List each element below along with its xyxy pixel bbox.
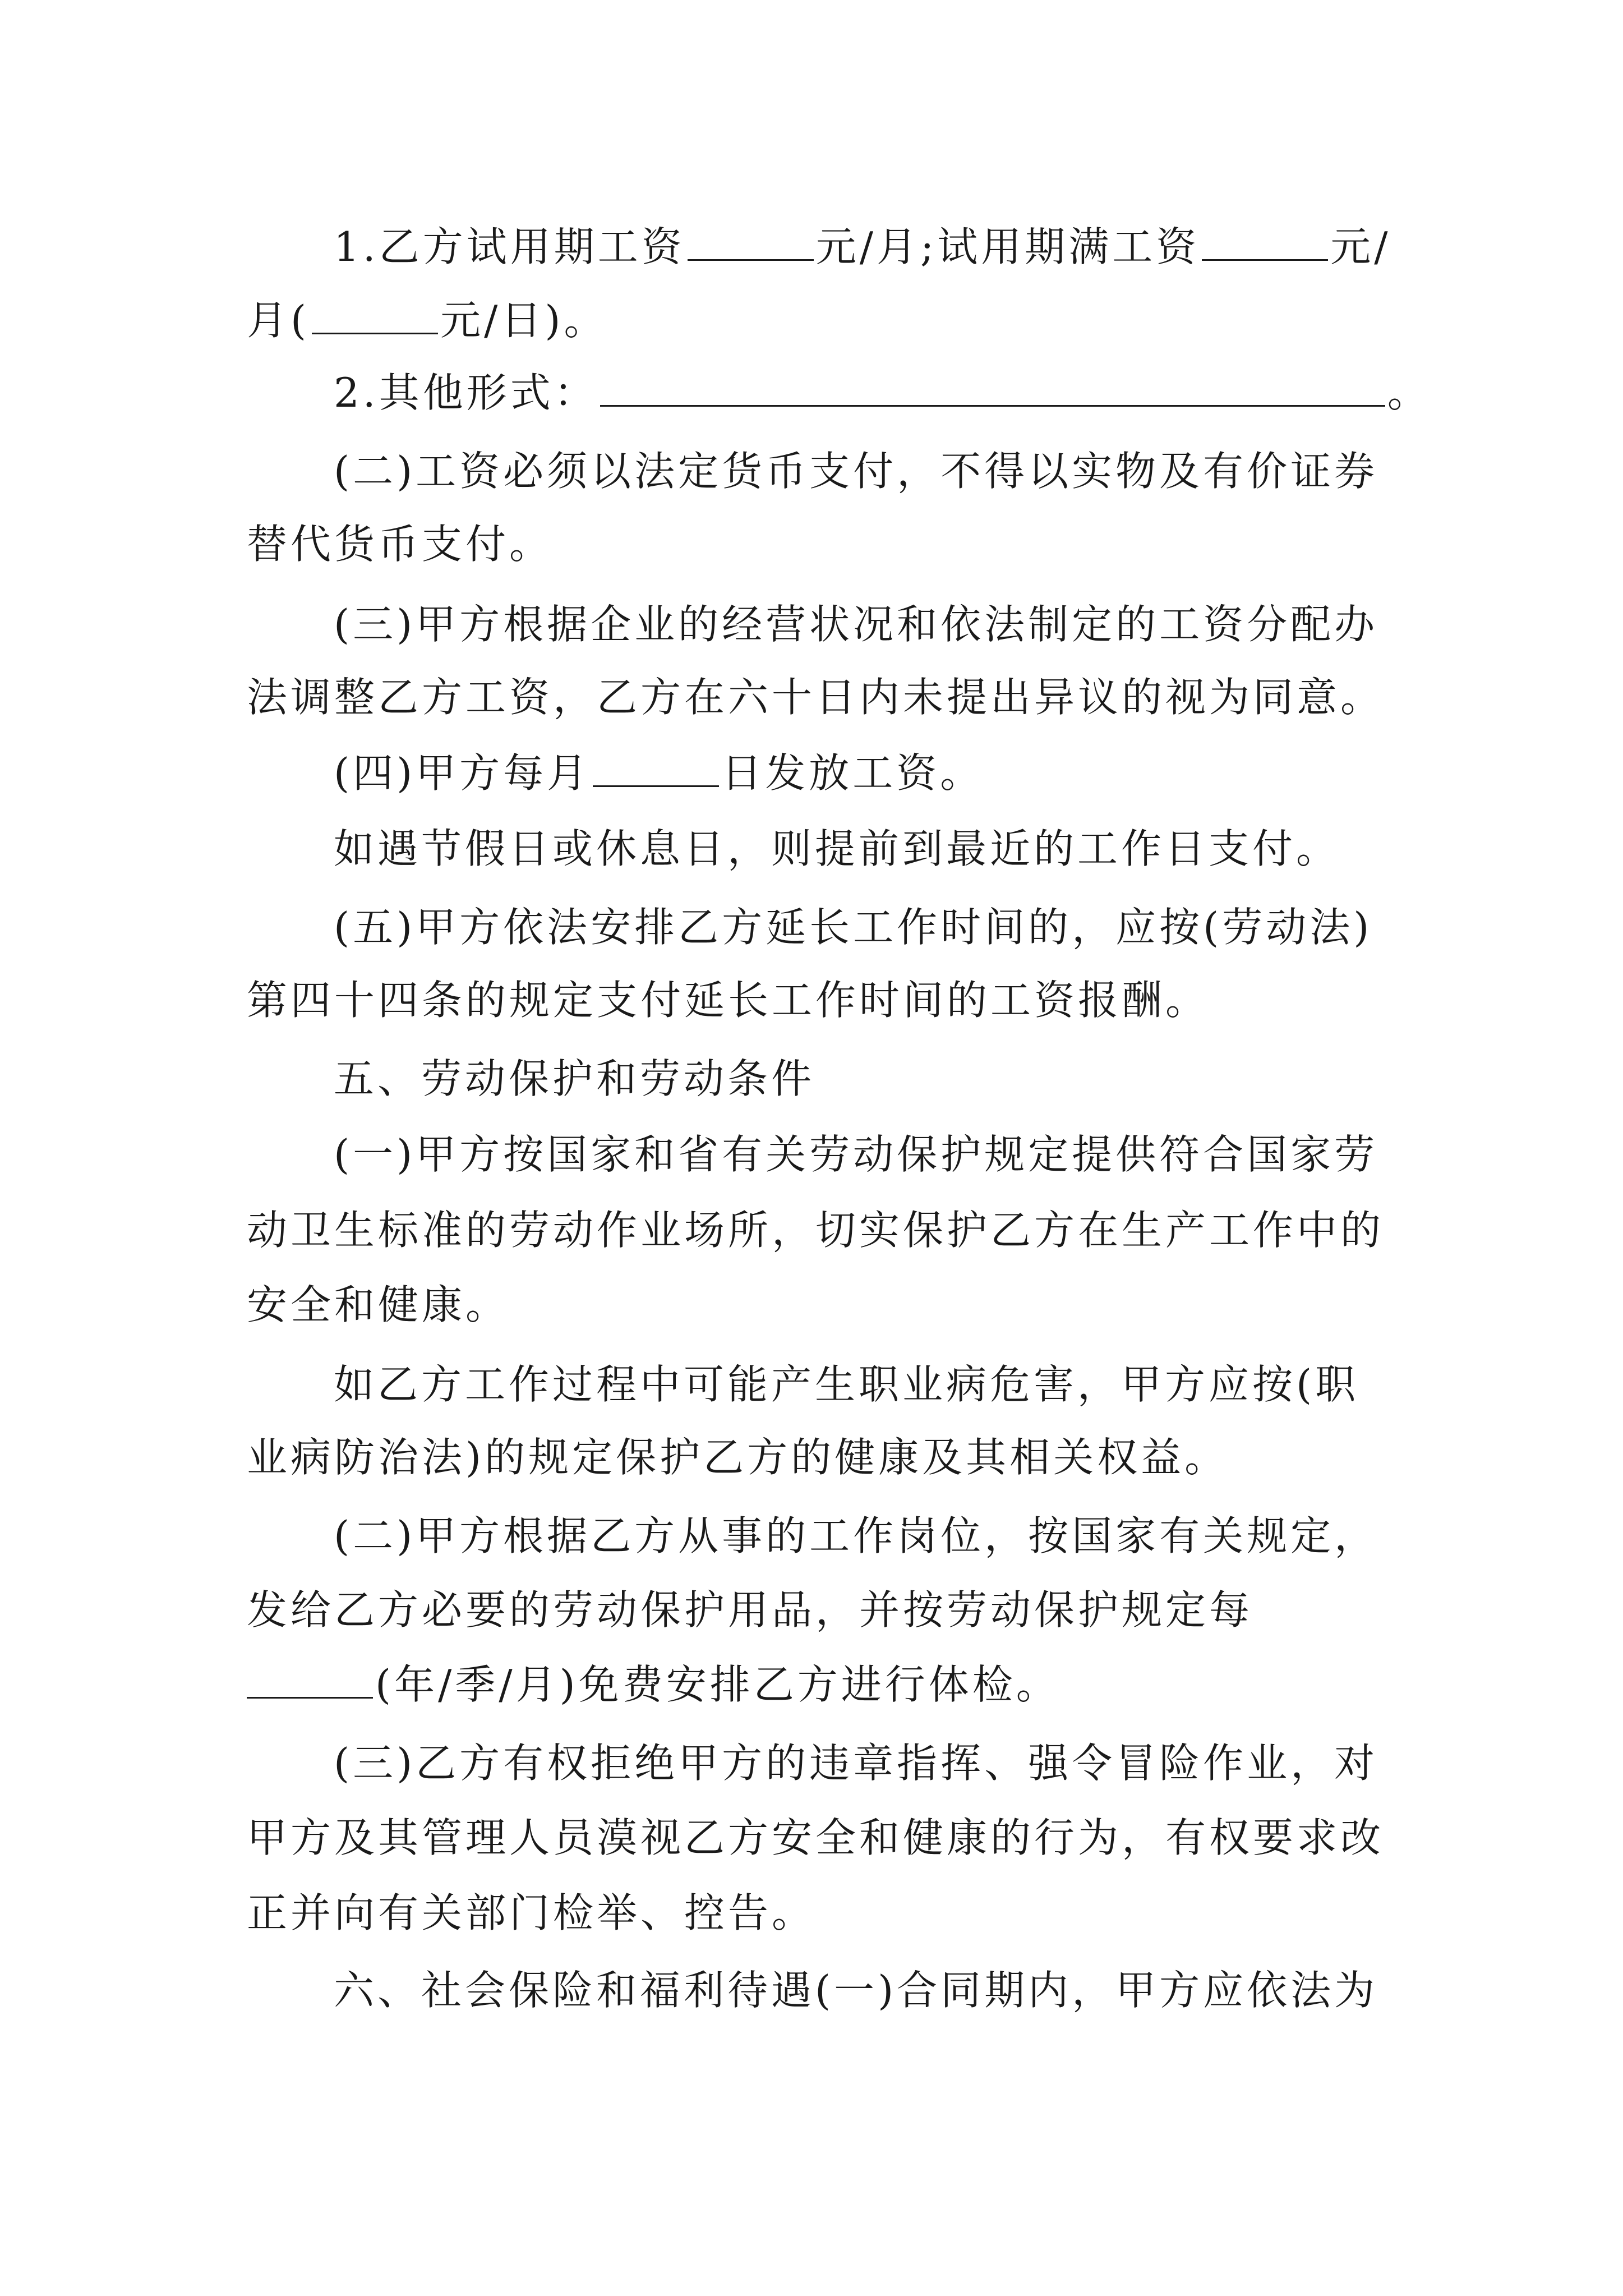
text-segment: 元/月;试用期满工资 [815, 223, 1200, 270]
text-line: 动卫生标准的劳动作业场所，切实保护乙方在生产工作中的 [247, 1207, 1385, 1254]
text-line: 如遇节假日或休息日，则提前到最近的工作日支付。 [334, 825, 1340, 872]
text-segment: 2.其他形式： [334, 369, 598, 416]
text-line [247, 293, 1402, 347]
text-line [334, 220, 1402, 274]
text-line: (三)甲方根据企业的经营状况和依法制定的工资分配办 [334, 601, 1378, 648]
text-line [247, 1658, 1402, 1711]
text-segment: 日发放工资。 [721, 749, 984, 797]
text-line: 第四十四条的规定支付延长工作时间的工资报酬。 [247, 977, 1210, 1024]
text-line: (二)甲方根据乙方从事的工作岗位，按国家有关规定， [334, 1512, 1378, 1559]
text-segment: 元/ [1330, 223, 1391, 270]
fill-in-blank [593, 749, 719, 787]
fill-in-blank [247, 1661, 373, 1699]
text-line [334, 746, 1402, 800]
fill-in-blank [1202, 223, 1328, 261]
fill-in-blank [600, 369, 1385, 407]
text-line: 甲方及其管理人员漠视乙方安全和健康的行为，有权要求改 [247, 1814, 1385, 1861]
text-segment: (年/季/月)免费安排乙方进行体检。 [375, 1661, 1060, 1708]
text-line: 安全和健康。 [247, 1281, 510, 1328]
fill-in-blank [312, 297, 438, 334]
text-segment: 。 [1387, 369, 1431, 416]
section-heading: 六、社会保险和福利待遇(一)合同期内，甲方应依法为 [334, 1967, 1378, 2014]
text-line [334, 366, 1431, 420]
text-line: 发给乙方必要的劳动保护用品，并按劳动保护规定每 [247, 1586, 1253, 1634]
text-line: (五)甲方依法安排乙方延长工作时间的，应按(劳动法) [334, 904, 1373, 951]
text-line: 法调整乙方工资，乙方在六十日内未提出异议的视为同意。 [247, 674, 1385, 721]
text-line: 替代货币支付。 [247, 521, 554, 568]
text-line: 如乙方工作过程中可能产生职业病危害，甲方应按(职 [334, 1361, 1359, 1408]
text-segment: 元/日)。 [440, 297, 608, 344]
text-segment: (四)甲方每月 [334, 749, 591, 797]
section-heading: 五、劳动保护和劳动条件 [334, 1055, 815, 1102]
text-line: (一)甲方按国家和省有关劳动保护规定提供符合国家劳 [334, 1131, 1378, 1178]
text-line: (三)乙方有权拒绝甲方的违章指挥、强令冒险作业，对 [334, 1740, 1378, 1787]
fill-in-blank [688, 223, 814, 261]
text-segment: 月( [247, 297, 310, 344]
text-segment: 1.乙方试用期工资 [334, 223, 685, 270]
text-line: 正并向有关部门检举、控告。 [247, 1889, 816, 1936]
text-line: (二)工资必须以法定货币支付，不得以实物及有价证券 [334, 448, 1378, 495]
text-line: 业病防治法)的规定保护乙方的健康及其相关权益。 [247, 1434, 1229, 1481]
